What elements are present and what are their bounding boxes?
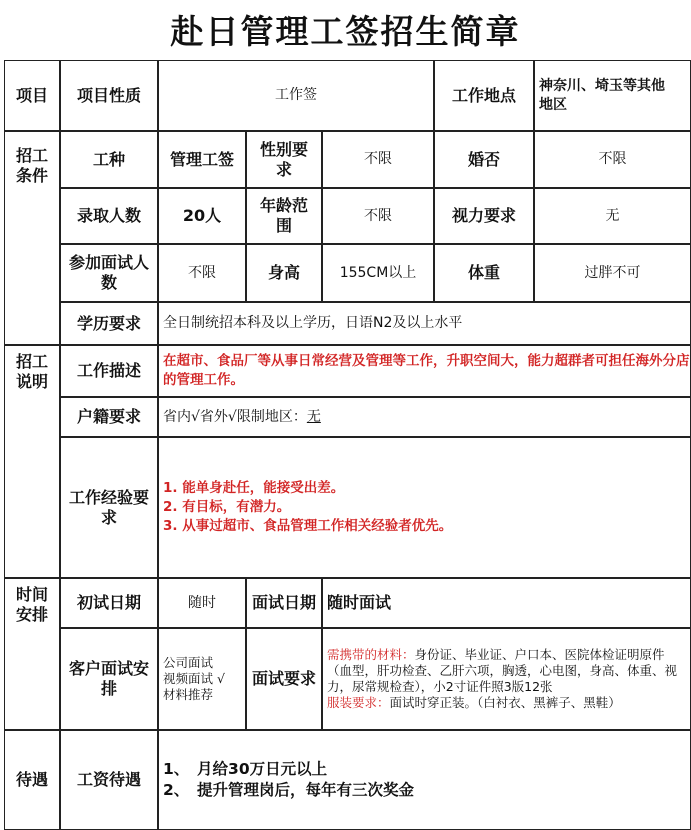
experience-label: 工作经验要求: [68, 487, 149, 527]
age-value-cell: [322, 188, 434, 244]
client-interview-options-cell: [158, 628, 246, 730]
first-exam-label: 初试日期: [76, 593, 141, 612]
work-location-value: 神奈川、埼玉等其他地区: [539, 77, 665, 113]
recruit-section-label: 招工条件: [16, 146, 49, 185]
height-label-cell: [246, 244, 322, 302]
description-section-label: 招工说明: [16, 352, 49, 391]
marriage-value-cell: [534, 131, 691, 188]
interview-date-label: 面试日期: [251, 593, 316, 612]
interview-option: 材料推荐: [163, 687, 214, 702]
job-type-label-cell: [60, 131, 158, 188]
interview-option: 公司面试: [163, 655, 214, 670]
interviewees-label-cell: [60, 244, 158, 302]
first-exam-value: 随时: [188, 594, 216, 611]
age-label-cell: [246, 188, 322, 244]
hukou-label: 户籍要求: [76, 407, 141, 426]
materials-label: 需携带的材料：: [327, 647, 415, 662]
weight-value: 过胖不可: [584, 264, 641, 281]
education-value: 全日制统招本科及以上学历，日语N2及以上水平: [163, 315, 463, 331]
interview-req-value-cell: [322, 628, 691, 730]
project-nature-label-cell: [60, 60, 158, 131]
project-nature-label: 项目性质: [76, 85, 141, 105]
salary-value-cell: [158, 730, 691, 830]
project-nature-value: 工作签: [275, 87, 317, 103]
gender-label-cell: [246, 131, 322, 188]
experience-item: 2. 有目标，有潜力。: [163, 499, 291, 515]
height-value-cell: [322, 244, 434, 302]
hire-count-label-cell: [60, 188, 158, 244]
vision-value: 无: [605, 207, 620, 224]
interview-req-label-cell: [246, 628, 322, 730]
salary-label: 工资待遇: [76, 770, 141, 789]
schedule-section-cell: [4, 578, 60, 730]
education-label: 学历要求: [76, 313, 141, 333]
gender-value-cell: [322, 131, 434, 188]
experience-item: 3. 从事过超市、食品管理工作相关经验者优先。: [163, 518, 453, 534]
interview-req-label: 面试要求: [251, 669, 316, 688]
salary-label-cell: [60, 730, 158, 830]
client-interview-label: 客户面试安排: [68, 659, 149, 698]
experience-label-cell: [60, 437, 158, 578]
salary-item: 2、 提升管理岗后，每年有三次奖金: [163, 781, 415, 799]
interview-date-label-cell: [246, 578, 322, 628]
education-value-cell: [158, 302, 691, 345]
job-type-value-cell: [158, 131, 246, 188]
gender-value: 不限: [364, 151, 392, 167]
project-label: 项目: [15, 85, 48, 105]
weight-label-cell: [434, 244, 534, 302]
hire-count-label: 录取人数: [76, 206, 141, 225]
interview-option: 视频面试 √: [163, 671, 225, 686]
hukou-value: 无: [306, 408, 321, 425]
job-desc-value-cell: [158, 345, 691, 397]
hukou-prefix: 省内√省外√限制地区：: [163, 408, 307, 425]
description-section-cell: [4, 345, 60, 578]
job-desc-label: 工作描述: [76, 361, 141, 380]
hukou-label-cell: [60, 397, 158, 437]
interviewees-value-cell: [158, 244, 246, 302]
interview-date-value: 随时面试: [327, 593, 392, 612]
materials-value: 身份证、毕业证、户口本、医院体检证明原件（血型，肝功检查、乙肝六项，胸透，心电图，身高、体重、视力，尿常规检查），小2寸证件照3版12张: [327, 647, 678, 694]
recruit-section-cell: [4, 131, 60, 345]
vision-label: 视力要求: [451, 206, 516, 225]
experience-list: [163, 479, 452, 536]
height-label: 身高: [267, 263, 300, 282]
client-interview-label-cell: [60, 628, 158, 730]
job-type-value: 管理工签: [169, 149, 234, 169]
experience-value-cell: [158, 437, 691, 578]
hukou-value-cell: [158, 397, 691, 437]
salary-item: 1、 月给30万日元以上: [163, 760, 328, 778]
page-title: 赴日管理工签招生简章: [170, 12, 521, 51]
hire-count-value: 20人: [182, 206, 222, 225]
treatment-section-label: 待遇: [15, 770, 48, 789]
experience-item: 1. 能单身赴任，能接受出差。: [163, 480, 345, 496]
project-label-cell: [4, 60, 60, 131]
education-label-cell: [60, 302, 158, 345]
weight-label: 体重: [467, 263, 500, 282]
age-value: 不限: [364, 207, 392, 224]
job-desc-value: 在超市、食品厂等从事日常经营及管理等工作，升职空间大，能力超群者可担任海外分店的管理工作。: [163, 353, 690, 388]
height-value: 155CM以上: [339, 264, 417, 281]
job-type-label: 工种: [92, 149, 125, 169]
salary-list: [163, 759, 414, 801]
dress-label: 服装要求：: [327, 695, 390, 710]
dress-value: 面试时穿正装。（白衬衣、黑裤子、黑鞋）: [389, 695, 621, 710]
first-exam-value-cell: [158, 578, 246, 628]
vision-value-cell: [534, 188, 691, 244]
age-label: 年龄范围: [259, 196, 308, 235]
recruitment-table: [0, 60, 691, 824]
work-location-label: 工作地点: [451, 85, 516, 105]
work-location-value-cell: [534, 60, 691, 131]
job-desc-label-cell: [60, 345, 158, 397]
interviewees-value: 不限: [188, 264, 216, 281]
schedule-section-label: 时间安排: [16, 585, 49, 624]
interview-date-value-cell: [322, 578, 691, 628]
interview-req-text: [327, 647, 686, 711]
marriage-label: 婚否: [467, 149, 500, 169]
interviewees-label: 参加面试人数: [68, 253, 149, 292]
vision-label-cell: [434, 188, 534, 244]
hire-count-value-cell: [158, 188, 246, 244]
project-nature-value-cell: [158, 60, 434, 131]
gender-label: 性别要求: [259, 139, 308, 179]
treatment-section-cell: [4, 730, 60, 830]
work-location-label-cell: [434, 60, 534, 131]
marriage-value: 不限: [598, 151, 627, 167]
client-interview-options: [163, 655, 225, 703]
weight-value-cell: [534, 244, 691, 302]
marriage-label-cell: [434, 131, 534, 188]
first-exam-label-cell: [60, 578, 158, 628]
